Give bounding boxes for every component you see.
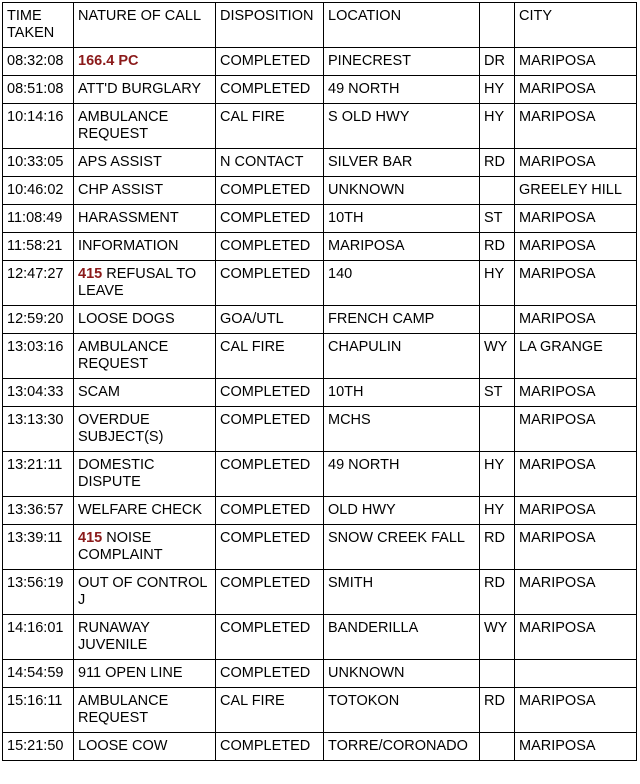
- nature-text: AMBULANCE REQUEST: [78, 109, 169, 142]
- nature-text: WELFARE CHECK: [78, 502, 203, 518]
- cell-city: MARIPOSA: [515, 615, 637, 660]
- cell-disposition: COMPLETED: [216, 497, 324, 525]
- cell-time-taken: 13:03:16: [3, 334, 74, 379]
- cell-time-taken: 10:46:02: [3, 177, 74, 205]
- cell-street-suffix: DR: [480, 48, 515, 76]
- cell-street-suffix: HY: [480, 452, 515, 497]
- nature-text: AMBULANCE REQUEST: [78, 693, 169, 726]
- table-row: [3, 525, 637, 570]
- cell-location: SMITH: [324, 570, 480, 615]
- table-row: [3, 177, 637, 205]
- cell-disposition: GOA/UTL: [216, 306, 324, 334]
- cell-street-suffix: [480, 306, 515, 334]
- table-row: [3, 205, 637, 233]
- cell-nature-of-call: [74, 334, 216, 379]
- cell-city: MARIPOSA: [515, 261, 637, 306]
- nature-text: OVERDUE SUBJECT(S): [78, 412, 164, 445]
- cell-nature-of-call: [74, 452, 216, 497]
- cell-location: 10TH: [324, 205, 480, 233]
- nature-text: CHP ASSIST: [78, 182, 164, 198]
- cell-location: BANDERILLA: [324, 615, 480, 660]
- cell-time-taken: 12:59:20: [3, 306, 74, 334]
- cell-disposition: COMPLETED: [216, 379, 324, 407]
- cell-disposition: COMPLETED: [216, 407, 324, 452]
- cell-location: OLD HWY: [324, 497, 480, 525]
- nature-text: ATT'D BURGLARY: [78, 81, 202, 97]
- nature-text: REFUSAL TO LEAVE: [78, 266, 197, 299]
- cell-disposition: COMPLETED: [216, 615, 324, 660]
- cell-time-taken: 14:16:01: [3, 615, 74, 660]
- table-row: [3, 233, 637, 261]
- header-time-taken: TIME TAKEN: [3, 3, 74, 48]
- cell-street-suffix: WY: [480, 615, 515, 660]
- nature-text: HARASSMENT: [78, 210, 179, 226]
- cell-location: MARIPOSA: [324, 233, 480, 261]
- cell-disposition: COMPLETED: [216, 660, 324, 688]
- cell-street-suffix: HY: [480, 104, 515, 149]
- nature-text: APS ASSIST: [78, 154, 162, 170]
- cell-time-taken: 14:54:59: [3, 660, 74, 688]
- nature-text: RUNAWAY JUVENILE: [78, 620, 150, 653]
- cell-city: MARIPOSA: [515, 688, 637, 733]
- cell-time-taken: 10:14:16: [3, 104, 74, 149]
- table-row: [3, 48, 637, 76]
- call-log-table: [2, 2, 637, 761]
- cell-location: SILVER BAR: [324, 149, 480, 177]
- nature-text: LOOSE COW: [78, 738, 168, 754]
- header-row: [3, 3, 637, 48]
- cell-city: MARIPOSA: [515, 733, 637, 761]
- cell-disposition: COMPLETED: [216, 233, 324, 261]
- cell-time-taken: 15:21:50: [3, 733, 74, 761]
- table-row: [3, 407, 637, 452]
- cell-location: TORRE/CORONADO: [324, 733, 480, 761]
- cell-nature-of-call: [74, 570, 216, 615]
- penal-code-label: 415: [78, 530, 103, 546]
- cell-city: MARIPOSA: [515, 525, 637, 570]
- cell-time-taken: 13:21:11: [3, 452, 74, 497]
- cell-time-taken: 13:39:11: [3, 525, 74, 570]
- cell-nature-of-call: [74, 688, 216, 733]
- table-row: [3, 452, 637, 497]
- cell-nature-of-call: [74, 407, 216, 452]
- table-row: [3, 334, 637, 379]
- table-row: [3, 104, 637, 149]
- table-row: [3, 76, 637, 104]
- cell-location: S OLD HWY: [324, 104, 480, 149]
- cell-street-suffix: RD: [480, 688, 515, 733]
- cell-nature-of-call: [74, 660, 216, 688]
- cell-location: MCHS: [324, 407, 480, 452]
- cell-time-taken: 08:32:08: [3, 48, 74, 76]
- cell-city: MARIPOSA: [515, 379, 637, 407]
- nature-text: LOOSE DOGS: [78, 311, 175, 327]
- nature-text: 911 OPEN LINE: [78, 665, 183, 681]
- nature-text: SCAM: [78, 384, 120, 400]
- nature-text: AMBULANCE REQUEST: [78, 339, 169, 372]
- cell-street-suffix: [480, 177, 515, 205]
- cell-city: MARIPOSA: [515, 497, 637, 525]
- cell-street-suffix: WY: [480, 334, 515, 379]
- cell-nature-of-call: [74, 261, 216, 306]
- cell-location: UNKNOWN: [324, 177, 480, 205]
- cell-disposition: COMPLETED: [216, 261, 324, 306]
- cell-street-suffix: HY: [480, 497, 515, 525]
- cell-city: MARIPOSA: [515, 407, 637, 452]
- cell-street-suffix: HY: [480, 76, 515, 104]
- cell-nature-of-call: [74, 233, 216, 261]
- cell-nature-of-call: [74, 104, 216, 149]
- cell-time-taken: 11:08:49: [3, 205, 74, 233]
- cell-city: MARIPOSA: [515, 233, 637, 261]
- cell-disposition: COMPLETED: [216, 733, 324, 761]
- header-street-suffix: [480, 3, 515, 48]
- table-row: [3, 497, 637, 525]
- cell-street-suffix: RD: [480, 570, 515, 615]
- cell-city: MARIPOSA: [515, 48, 637, 76]
- header-city: CITY: [515, 3, 637, 48]
- table-row: [3, 149, 637, 177]
- penal-code-label: 415: [78, 266, 103, 282]
- cell-nature-of-call: [74, 149, 216, 177]
- cell-street-suffix: ST: [480, 205, 515, 233]
- cell-street-suffix: RD: [480, 525, 515, 570]
- table-row: [3, 688, 637, 733]
- header-disposition: DISPOSITION: [216, 3, 324, 48]
- nature-text: DOMESTIC DISPUTE: [78, 457, 155, 490]
- cell-disposition: COMPLETED: [216, 48, 324, 76]
- cell-time-taken: 11:58:21: [3, 233, 74, 261]
- cell-location: TOTOKON: [324, 688, 480, 733]
- cell-street-suffix: HY: [480, 261, 515, 306]
- cell-city: MARIPOSA: [515, 104, 637, 149]
- cell-street-suffix: ST: [480, 379, 515, 407]
- cell-street-suffix: [480, 407, 515, 452]
- cell-street-suffix: RD: [480, 233, 515, 261]
- cell-street-suffix: RD: [480, 149, 515, 177]
- nature-text: OUT OF CONTROL J: [78, 575, 207, 608]
- cell-disposition: COMPLETED: [216, 76, 324, 104]
- cell-time-taken: 08:51:08: [3, 76, 74, 104]
- cell-location: 10TH: [324, 379, 480, 407]
- cell-street-suffix: [480, 733, 515, 761]
- cell-disposition: COMPLETED: [216, 570, 324, 615]
- table-row: [3, 733, 637, 761]
- cell-city: LA GRANGE: [515, 334, 637, 379]
- cell-disposition: CAL FIRE: [216, 104, 324, 149]
- cell-location: UNKNOWN: [324, 660, 480, 688]
- table-row: [3, 306, 637, 334]
- cell-location: CHAPULIN: [324, 334, 480, 379]
- cell-nature-of-call: [74, 177, 216, 205]
- cell-city: GREELEY HILL: [515, 177, 637, 205]
- cell-nature-of-call: [74, 733, 216, 761]
- cell-location: FRENCH CAMP: [324, 306, 480, 334]
- cell-location: 49 NORTH: [324, 452, 480, 497]
- cell-nature-of-call: [74, 306, 216, 334]
- cell-location: SNOW CREEK FALL: [324, 525, 480, 570]
- cell-city: MARIPOSA: [515, 306, 637, 334]
- cell-disposition: CAL FIRE: [216, 334, 324, 379]
- cell-time-taken: 13:13:30: [3, 407, 74, 452]
- cell-time-taken: 10:33:05: [3, 149, 74, 177]
- cell-city: MARIPOSA: [515, 452, 637, 497]
- cell-nature-of-call: [74, 615, 216, 660]
- table-row: [3, 379, 637, 407]
- table-row: [3, 660, 637, 688]
- cell-location: PINECREST: [324, 48, 480, 76]
- cell-location: 49 NORTH: [324, 76, 480, 104]
- cell-disposition: COMPLETED: [216, 205, 324, 233]
- penal-code-label: 166.4 PC: [78, 53, 139, 69]
- nature-text: INFORMATION: [78, 238, 179, 254]
- cell-location: 140: [324, 261, 480, 306]
- cell-disposition: N CONTACT: [216, 149, 324, 177]
- cell-disposition: COMPLETED: [216, 452, 324, 497]
- header-location: LOCATION: [324, 3, 480, 48]
- cell-disposition: CAL FIRE: [216, 688, 324, 733]
- cell-nature-of-call: [74, 497, 216, 525]
- cell-city: MARIPOSA: [515, 76, 637, 104]
- nature-text: NOISE COMPLAINT: [78, 530, 163, 563]
- cell-street-suffix: [480, 660, 515, 688]
- cell-city: [515, 660, 637, 688]
- cell-time-taken: 12:47:27: [3, 261, 74, 306]
- cell-time-taken: 13:56:19: [3, 570, 74, 615]
- cell-city: MARIPOSA: [515, 570, 637, 615]
- cell-disposition: COMPLETED: [216, 177, 324, 205]
- cell-nature-of-call: [74, 205, 216, 233]
- cell-time-taken: 13:36:57: [3, 497, 74, 525]
- cell-city: MARIPOSA: [515, 149, 637, 177]
- header-nature-of-call: NATURE OF CALL: [74, 3, 216, 48]
- table-row: [3, 261, 637, 306]
- cell-nature-of-call: [74, 48, 216, 76]
- cell-disposition: COMPLETED: [216, 525, 324, 570]
- cell-city: MARIPOSA: [515, 205, 637, 233]
- table-row: [3, 615, 637, 660]
- cell-time-taken: 15:16:11: [3, 688, 74, 733]
- cell-nature-of-call: [74, 525, 216, 570]
- cell-nature-of-call: [74, 379, 216, 407]
- cell-time-taken: 13:04:33: [3, 379, 74, 407]
- cell-nature-of-call: [74, 76, 216, 104]
- table-row: [3, 570, 637, 615]
